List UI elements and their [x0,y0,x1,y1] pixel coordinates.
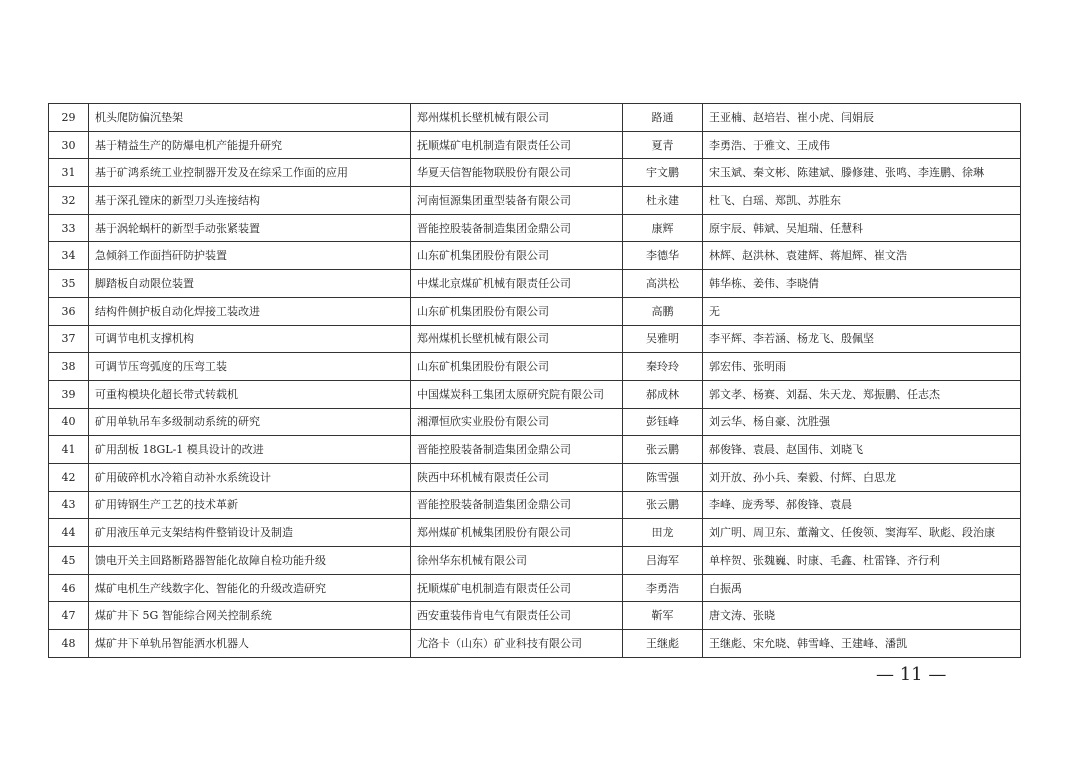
co-authors: 林辉、赵洪林、袁建辉、蒋旭辉、崔文浩 [703,242,1021,270]
table-row [49,491,1021,519]
company-name: 晋能控股装备制造集团金鼎公司 [411,491,623,519]
company-name: 山东矿机集团股份有限公司 [411,297,623,325]
project-name: 馈电开关主回路断路器智能化故障自检功能升级 [89,547,411,575]
project-name: 煤矿井下 5G 智能综合网关控制系统 [89,602,411,630]
company-name: 山东矿机集团股份有限公司 [411,242,623,270]
project-name: 煤矿井下单轨吊智能洒水机器人 [89,630,411,658]
row-number: 35 [49,270,89,298]
table-row [49,214,1021,242]
lead-author: 秦玲玲 [623,353,703,381]
company-name: 郑州煤矿机械集团股份有限公司 [411,519,623,547]
lead-author: 陈雪强 [623,463,703,491]
lead-author: 张云鹏 [623,436,703,464]
table-row [49,436,1021,464]
row-number: 29 [49,104,89,132]
row-number: 44 [49,519,89,547]
row-number: 32 [49,187,89,215]
lead-author: 郝成林 [623,380,703,408]
lead-author: 夏青 [623,131,703,159]
lead-author: 高鹏 [623,297,703,325]
lead-author: 田龙 [623,519,703,547]
company-name: 晋能控股装备制造集团金鼎公司 [411,436,623,464]
company-name: 陕西中环机械有限责任公司 [411,463,623,491]
table-row [49,519,1021,547]
company-name: 华夏天信智能物联股份有限公司 [411,159,623,187]
project-name: 急倾斜工作面挡矸防护装置 [89,242,411,270]
co-authors: 白振禹 [703,574,1021,602]
project-name: 脚踏板自动限位装置 [89,270,411,298]
co-authors: 郝俊锋、袁晨、赵国伟、刘晓飞 [703,436,1021,464]
project-name: 矿用铸钢生产工艺的技术革新 [89,491,411,519]
co-authors: 无 [703,297,1021,325]
row-number: 30 [49,131,89,159]
project-name: 矿用单轨吊车多级制动系统的研究 [89,408,411,436]
company-name: 中煤北京煤矿机械有限责任公司 [411,270,623,298]
project-name: 矿用刮板 18GL-1 模具设计的改进 [89,436,411,464]
row-number: 34 [49,242,89,270]
lead-author: 李德华 [623,242,703,270]
table-row [49,353,1021,381]
table-row [49,602,1021,630]
lead-author: 路通 [623,104,703,132]
row-number: 47 [49,602,89,630]
project-name: 基于深孔镗床的新型刀头连接结构 [89,187,411,215]
lead-author: 李勇浩 [623,574,703,602]
row-number: 46 [49,574,89,602]
project-name: 可重构模块化超长带式转载机 [89,380,411,408]
project-name: 基于精益生产的防爆电机产能提升研究 [89,131,411,159]
row-number: 42 [49,463,89,491]
co-authors: 李勇浩、于雅文、王成伟 [703,131,1021,159]
company-name: 抚顺煤矿电机制造有限责任公司 [411,574,623,602]
co-authors: 刘开放、孙小兵、秦毅、付辉、白思龙 [703,463,1021,491]
lead-author: 高洪松 [623,270,703,298]
company-name: 中国煤炭科工集团太原研究院有限公司 [411,380,623,408]
co-authors: 唐文涛、张晓 [703,602,1021,630]
project-name: 矿用液压单元支架结构件整销设计及制造 [89,519,411,547]
co-authors: 韩华栋、姜伟、李晓倩 [703,270,1021,298]
co-authors: 杜飞、白瑶、郑凯、苏胜东 [703,187,1021,215]
project-name: 矿用破碎机水冷箱自动补水系统设计 [89,463,411,491]
company-name: 郑州煤机长壁机械有限公司 [411,325,623,353]
project-name: 基于矿鸿系统工业控制器开发及在综采工作面的应用 [89,159,411,187]
lead-author: 吴雅明 [623,325,703,353]
awards-table [48,103,1021,658]
row-number: 31 [49,159,89,187]
table-row [49,325,1021,353]
project-name: 可调节电机支撑机构 [89,325,411,353]
company-name: 山东矿机集团股份有限公司 [411,353,623,381]
lead-author: 杜永建 [623,187,703,215]
lead-author: 吕海军 [623,547,703,575]
table-row [49,242,1021,270]
project-name: 结构件侧护板自动化焊接工装改进 [89,297,411,325]
table-row [49,574,1021,602]
row-number: 43 [49,491,89,519]
project-name: 可调节压弯弧度的压弯工装 [89,353,411,381]
co-authors: 宋玉斌、秦文彬、陈建斌、滕修建、张鸣、李连鹏、徐琳 [703,159,1021,187]
lead-author: 张云鹏 [623,491,703,519]
row-number: 39 [49,380,89,408]
lead-author: 彭钰峰 [623,408,703,436]
project-name: 煤矿电机生产线数字化、智能化的升级改造研究 [89,574,411,602]
row-number: 33 [49,214,89,242]
lead-author: 靳军 [623,602,703,630]
row-number: 41 [49,436,89,464]
company-name: 徐州华东机械有限公司 [411,547,623,575]
co-authors: 李峰、庞秀琴、郝俊锋、袁晨 [703,491,1021,519]
table-row [49,131,1021,159]
row-number: 37 [49,325,89,353]
table-row [49,630,1021,658]
table-row [49,159,1021,187]
lead-author: 宇文鹏 [623,159,703,187]
row-number: 45 [49,547,89,575]
lead-author: 王继彪 [623,630,703,658]
table-row [49,104,1021,132]
company-name: 抚顺煤矿电机制造有限责任公司 [411,131,623,159]
company-name: 湘潭恒欣实业股份有限公司 [411,408,623,436]
project-name: 机头爬防偏沉垫架 [89,104,411,132]
co-authors: 刘云华、杨自豪、沈胜强 [703,408,1021,436]
company-name: 河南恒源集团重型装备有限公司 [411,187,623,215]
company-name: 尤洛卡（山东）矿业科技有限公司 [411,630,623,658]
co-authors: 刘广明、周卫东、董瀚文、任俊领、窦海军、耿彪、段治康 [703,519,1021,547]
project-name: 基于涡轮蜗杆的新型手动张紧装置 [89,214,411,242]
row-number: 48 [49,630,89,658]
page-number: — 11 — [876,664,947,685]
company-name: 郑州煤机长壁机械有限公司 [411,104,623,132]
co-authors: 郭文孝、杨赛、刘磊、朱天龙、郑振鹏、任志杰 [703,380,1021,408]
table-row [49,270,1021,298]
table-row [49,547,1021,575]
co-authors: 单梓贺、张魏巍、时康、毛鑫、杜雷锋、齐行利 [703,547,1021,575]
row-number: 38 [49,353,89,381]
lead-author: 康辉 [623,214,703,242]
co-authors: 原宇辰、韩斌、吴旭瑞、任慧科 [703,214,1021,242]
table-row [49,463,1021,491]
co-authors: 李平辉、李若涵、杨龙飞、殷佩坚 [703,325,1021,353]
table-row [49,380,1021,408]
co-authors: 王继彪、宋允晓、韩雪峰、王建峰、潘凯 [703,630,1021,658]
table-row [49,187,1021,215]
co-authors: 王亚楠、赵培岩、崔小虎、闫娟辰 [703,104,1021,132]
table-row [49,297,1021,325]
co-authors: 郭宏伟、张明雨 [703,353,1021,381]
company-name: 晋能控股装备制造集团金鼎公司 [411,214,623,242]
table-row [49,408,1021,436]
company-name: 西安重装伟肯电气有限责任公司 [411,602,623,630]
row-number: 40 [49,408,89,436]
row-number: 36 [49,297,89,325]
